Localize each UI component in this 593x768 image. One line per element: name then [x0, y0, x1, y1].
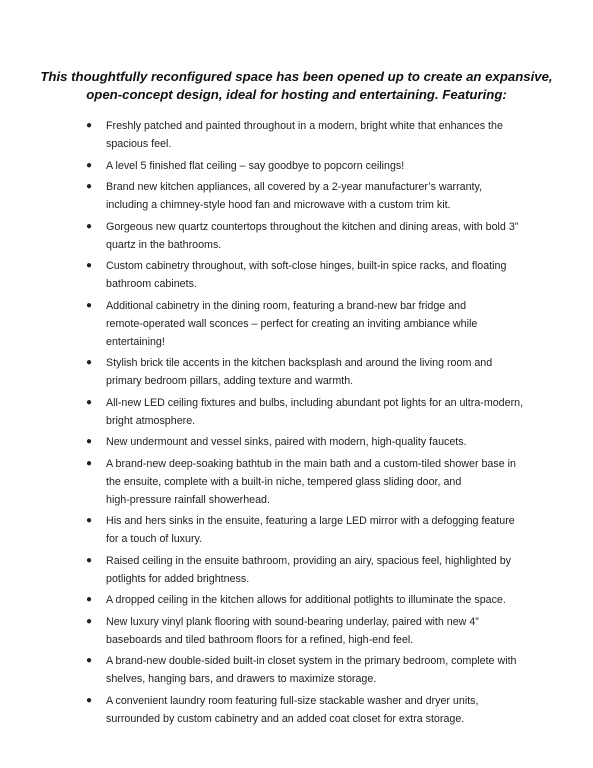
feature-text-line: A brand-new deep-soaking bathtub in the main bath and a custom-tiled shower base in: [106, 457, 516, 470]
bullet-icon: ●: [86, 260, 93, 271]
feature-text-line: Custom cabinetry throughout, with soft-close hinges, built-in spice racks, and floating: [106, 260, 507, 272]
feature-list-item: [0, 512, 515, 548]
feature-text-line: surrounded by custom cabinetry and an added coat closet for extra storage.: [106, 712, 465, 725]
feature-text-line: primary bedroom pillars, adding texture and warmth.: [106, 375, 354, 387]
feature-text-line: high-pressure rainfall showerhead.: [106, 493, 270, 506]
bullet-icon: ●: [86, 594, 93, 605]
feature-text-line: the ensuite, complete with a built-in niche, tempered glass sliding door, and: [106, 475, 462, 488]
bullet-icon: ●: [86, 655, 93, 666]
bullet-icon: ●: [86, 457, 93, 469]
feature-list-item: [0, 394, 524, 430]
feature-text-line: His and hers sinks in the ensuite, featuring a large LED mirror with a defogging feature: [106, 515, 515, 527]
feature-text-line: shelves, hanging bars, and drawers to maximize storage.: [106, 673, 377, 685]
feature-text-line: Gorgeous new quartz countertops throughout the kitchen and dining areas, with bold 3”: [106, 220, 519, 233]
bullet-icon: ●: [86, 220, 93, 232]
feature-text-line: including a chimney-style hood fan and microwave with a custom trim kit.: [106, 199, 451, 211]
feature-text-line: bathroom cabinets.: [106, 278, 197, 290]
feature-text-line: remote-operated wall sconces – perfect for creating an inviting ambiance while: [106, 317, 478, 330]
feature-text-line: All-new LED ceiling fixtures and bulbs, including abundant pot lights for an ultra-modern,: [106, 396, 524, 409]
feature-list: [0, 117, 593, 731]
feature-text-line: A brand-new double-sided built-in closet system in the primary bedroom, complete with: [106, 655, 517, 667]
bullet-icon: ●: [86, 120, 93, 131]
bullet-icon: ●: [86, 159, 93, 171]
bullet-icon: ●: [86, 181, 93, 192]
feature-text-line: A dropped ceiling in the kitchen allows for additional potlights to illuminate the space.: [106, 594, 506, 606]
bullet-icon: ●: [86, 396, 93, 408]
feature-text-line: baseboards and tiled bathroom floors for a refined, high-end feel.: [106, 633, 414, 646]
feature-text-line: quartz in the bathrooms.: [106, 238, 222, 251]
feature-list-item: [0, 552, 511, 588]
feature-text-line: spacious feel.: [106, 138, 172, 150]
bullet-icon: ●: [86, 515, 93, 526]
intro-heading-line: This thoughtfully reconfigured space has been opened up to create an expansive,: [40, 69, 553, 84]
bullet-icon: ●: [86, 357, 93, 368]
feature-list-item: [0, 692, 506, 728]
feature-text-line: New luxury vinyl plank flooring with sound-bearing underlay, paired with new 4”: [106, 615, 479, 628]
feature-list-item: [0, 455, 516, 509]
bullet-icon: ●: [86, 615, 93, 627]
feature-list-item: [0, 297, 506, 351]
feature-list-item: [0, 591, 506, 609]
feature-list-item: [0, 433, 506, 451]
feature-text-line: Brand new kitchen appliances, all covered by a 2-year manufacturer’s warranty,: [106, 181, 483, 193]
intro-heading: [40, 68, 553, 104]
feature-list-item: [0, 613, 506, 649]
feature-text-line: for a touch of luxury.: [106, 533, 203, 545]
intro-heading-line: open-concept design, ideal for hosting and entertaining. Featuring:: [86, 87, 507, 102]
feature-list-item: [0, 257, 506, 293]
feature-text-line: Additional cabinetry in the dining room, featuring a brand-new bar fridge and: [106, 299, 467, 312]
feature-text-line: entertaining!: [106, 335, 165, 348]
feature-text-line: New undermount and vessel sinks, paired with modern, high-quality faucets.: [106, 436, 467, 448]
feature-text-line: Stylish brick tile accents in the kitchen backsplash and around the living room and: [106, 357, 493, 369]
bullet-icon: ●: [86, 694, 93, 706]
bullet-icon: ●: [86, 299, 93, 311]
feature-list-item: [0, 218, 519, 254]
bullet-icon: ●: [86, 554, 93, 566]
feature-text-line: potlights for added brightness.: [106, 572, 250, 585]
feature-list-item: [0, 178, 506, 214]
feature-text-line: bright atmosphere.: [106, 414, 196, 427]
feature-text-line: Raised ceiling in the ensuite bathroom, providing an airy, spacious feel, highlighted by: [106, 554, 511, 567]
feature-list-item: [0, 117, 506, 153]
feature-list-item: [0, 354, 506, 390]
feature-text-line: Freshly patched and painted throughout in a modern, bright white that enhances the: [106, 120, 503, 132]
feature-list-item: [0, 157, 506, 175]
feature-text-line: A level 5 finished flat ceiling – say goodbye to popcorn ceilings!: [106, 159, 405, 172]
bullet-icon: ●: [86, 436, 93, 447]
feature-text-line: A convenient laundry room featuring full-size stackable washer and dryer units,: [106, 694, 479, 707]
feature-list-item: [0, 652, 517, 688]
